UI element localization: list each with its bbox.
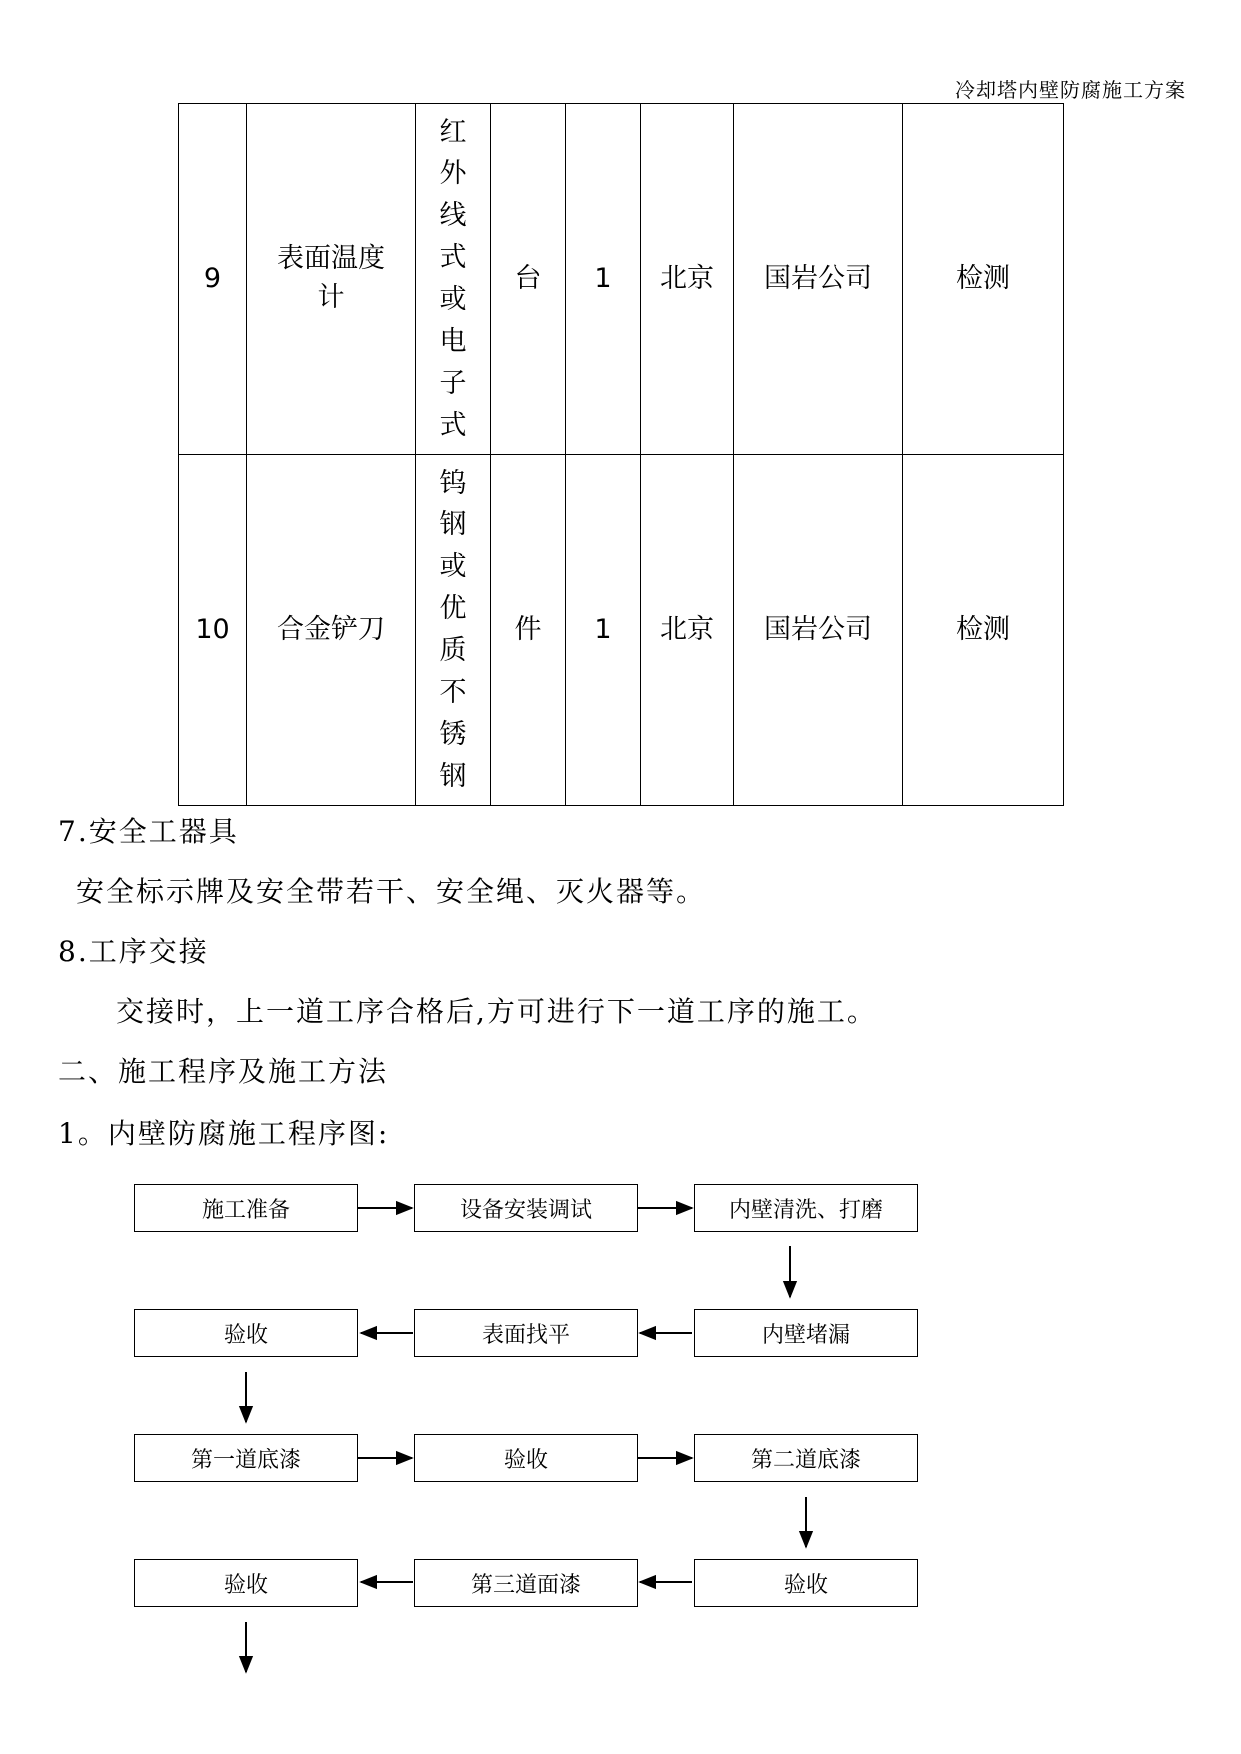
flow-step: 第二道底漆: [694, 1434, 918, 1482]
equipment-spec: 红外线式或电子式: [416, 104, 491, 455]
equipment-unit: 台: [491, 104, 566, 455]
equipment-use: 检测: [903, 455, 1064, 806]
flow-step: 验收: [134, 1309, 358, 1357]
row-number: 9: [179, 104, 247, 455]
equipment-maker: 国岩公司: [734, 104, 903, 455]
equipment-unit: 件: [491, 455, 566, 806]
flow-step: 表面找平: [414, 1309, 638, 1357]
equipment-origin: 北京: [641, 455, 734, 806]
equipment-maker: 国岩公司: [734, 455, 903, 806]
row-number: 10: [179, 455, 247, 806]
equipment-spec: 钨钢或优质不锈钢: [416, 455, 491, 806]
flow-step: 内壁堵漏: [694, 1309, 918, 1357]
flow-step: 第一道底漆: [134, 1434, 358, 1482]
flow-step: 验收: [134, 1559, 358, 1607]
equipment-quantity: 1: [566, 455, 641, 806]
section-7-body: 安全标示牌及安全带若干、安全绳、灭火器等。: [76, 875, 707, 908]
equipment-quantity: 1: [566, 104, 641, 455]
equipment-origin: 北京: [641, 104, 734, 455]
section-8-heading: 8.工序交接: [58, 935, 209, 968]
document-header-title: 冷却塔内壁防腐施工方案: [955, 78, 1186, 102]
flow-step: 设备安装调试: [414, 1184, 638, 1232]
flow-step: 验收: [694, 1559, 918, 1607]
equipment-use: 检测: [903, 104, 1064, 455]
equipment-name: 表面温度计: [247, 104, 416, 455]
equipment-name: 合金铲刀: [247, 455, 416, 806]
flow-step: 内壁清洗、打磨: [694, 1184, 918, 1232]
part-2-heading: 二、施工程序及施工方法: [58, 1055, 389, 1088]
flow-step: 验收: [414, 1434, 638, 1482]
item-1-heading: 1。内壁防腐施工程序图:: [58, 1117, 390, 1150]
section-8-body: 交接时，上一道工序合格后,方可进行下一道工序的施工。: [116, 995, 877, 1028]
flow-step: 施工准备: [134, 1184, 358, 1232]
flow-step: 第三道面漆: [414, 1559, 638, 1607]
section-7-heading: 7.安全工器具: [58, 815, 239, 848]
